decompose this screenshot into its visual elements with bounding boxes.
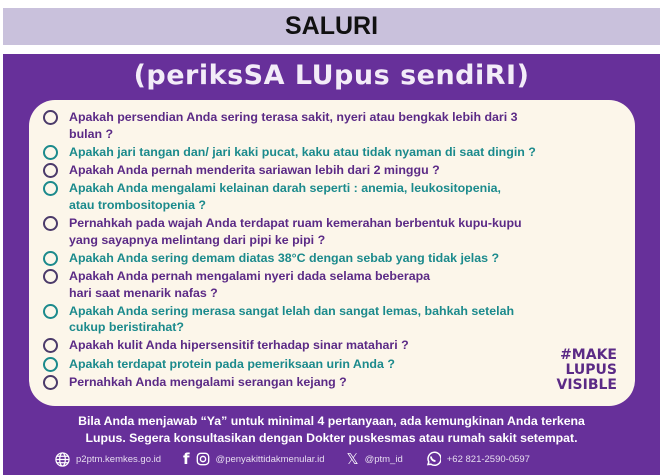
question-item[interactable] — [43, 337, 621, 354]
contact-whatsapp[interactable] — [425, 451, 530, 467]
question-line: Apakah Anda sering demam diatas 38°C dengan sebab yang tidak jelas ? — [69, 250, 500, 265]
lupus-poster — [3, 54, 660, 475]
question-line: atau trombositopenia ? — [69, 197, 206, 212]
question-item[interactable] — [43, 215, 621, 248]
footer-line: Bila Anda menjawab “Ya” untuk minimal 4 pertanyaan, ada kemungkinan Anda terkena — [78, 414, 585, 428]
radio-button[interactable] — [43, 216, 58, 231]
question-list — [43, 109, 621, 392]
question-text — [69, 109, 518, 142]
question-line: Apakah Anda mengalami kelainan darah seperti : anemia, leukositopenia, — [69, 181, 501, 196]
question-text — [69, 356, 395, 373]
x-icon: 𝕏 — [346, 451, 359, 468]
question-line: Apakah terdapat protein pada pemeriksaan urin Anda ? — [69, 356, 395, 371]
hashtag-line: #MAKE — [560, 347, 617, 363]
whatsapp-number: +62 821-2590-0597 — [446, 453, 530, 465]
hashtag-line: VISIBLE — [556, 377, 617, 393]
question-text — [69, 303, 514, 336]
question-item[interactable] — [43, 109, 621, 142]
question-line: Apakah jari tangan dan/ jari kaki pucat, kaku atau tidak nyaman di saat dingin ? — [69, 144, 536, 159]
question-item[interactable] — [43, 180, 621, 213]
header-title: SALURI — [3, 8, 660, 45]
question-item[interactable] — [43, 356, 621, 373]
radio-button[interactable] — [43, 375, 58, 390]
x-handle: @ptm_id — [364, 453, 403, 465]
question-line: Apakah Anda pernah mengalami nyeri dada selama beberapa — [69, 268, 431, 283]
contact-x[interactable] — [346, 450, 402, 468]
question-text — [69, 215, 522, 248]
question-line: yang sayapnya melintang dari pipi ke pipi ? — [69, 232, 326, 247]
question-line: hari saat menarik nafas ? — [69, 285, 218, 300]
contact-social[interactable] — [183, 450, 324, 468]
radio-button[interactable] — [43, 110, 58, 125]
contact-website[interactable] — [55, 452, 161, 467]
question-text — [69, 144, 536, 161]
contacts-bar — [55, 450, 640, 468]
question-text — [69, 268, 430, 301]
footer-advice — [3, 413, 660, 447]
poster-title: (periksSA LUpus sendiRI) — [133, 60, 530, 91]
question-item[interactable] — [43, 144, 621, 161]
question-line: Apakah kulit Anda hipersensitif terhadap sinar matahari ? — [69, 338, 409, 353]
radio-button[interactable] — [43, 163, 58, 178]
instagram-icon — [196, 452, 210, 466]
radio-button[interactable] — [43, 357, 58, 372]
question-line: Apakah persendian Anda sering terasa sakit, nyeri atau bengkak lebih dari 3 — [69, 110, 518, 124]
question-line: Apakah Anda pernah menderita sariawan lebih dari 2 minggu ? — [69, 162, 440, 177]
social-handle: @penyakittidakmenular.id — [215, 453, 325, 465]
hashtag-make-lupus-visible — [557, 348, 618, 393]
question-text — [69, 337, 409, 354]
question-item[interactable] — [43, 303, 621, 336]
question-line: cukup beristirahat? — [69, 320, 184, 335]
whatsapp-icon — [425, 451, 441, 467]
hashtag-line: LUPUS — [565, 362, 617, 378]
question-item[interactable] — [43, 268, 621, 301]
question-line: Pernahkah pada wajah Anda terdapat ruam kemerahan berbentuk kupu-kupu — [69, 215, 522, 230]
radio-button[interactable] — [43, 145, 58, 160]
footer-line: Lupus. Segera konsultasikan dengan Dokter puskesmas atau rumah sakit setempat. — [85, 431, 578, 445]
question-item[interactable] — [43, 250, 621, 267]
question-item[interactable] — [43, 374, 621, 391]
question-text — [69, 374, 347, 391]
radio-button[interactable] — [43, 181, 58, 196]
facebook-icon: f — [183, 450, 190, 468]
question-line: bulan ? — [69, 126, 114, 141]
globe-icon — [55, 452, 70, 467]
radio-button[interactable] — [43, 269, 58, 284]
question-card — [29, 100, 635, 406]
question-item[interactable] — [43, 162, 621, 179]
question-text — [69, 180, 501, 213]
radio-button[interactable] — [43, 304, 58, 319]
website-text: p2ptm.kemkes.go.id — [76, 453, 162, 465]
question-text — [69, 162, 440, 179]
radio-button[interactable] — [43, 338, 58, 353]
radio-button[interactable] — [43, 251, 58, 266]
question-text — [69, 250, 499, 267]
question-line: Apakah Anda sering merasa sangat lelah dan sangat lemas, bahkah setelah — [69, 303, 515, 318]
question-line: Pernahkah Anda mengalami serangan kejang ? — [69, 374, 347, 389]
